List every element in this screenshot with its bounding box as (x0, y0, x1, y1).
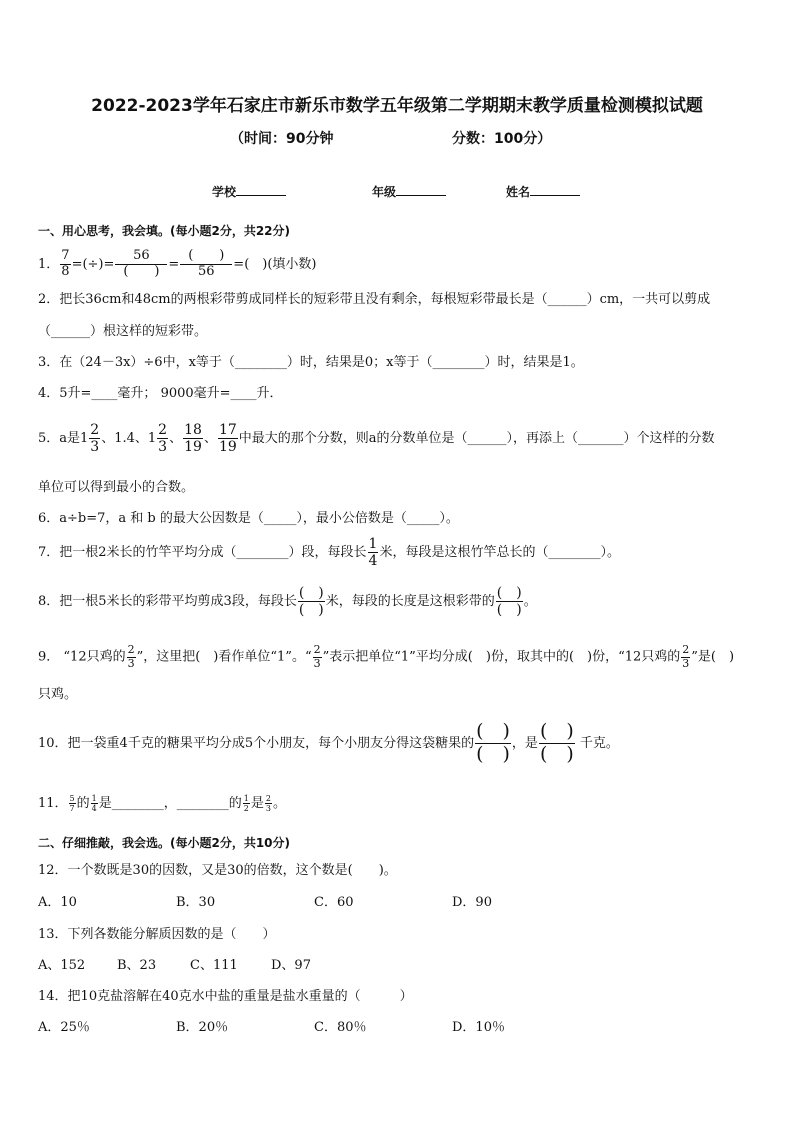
fraction: $\frac{1}{4}$ (91, 794, 97, 814)
school-label: 学校 (212, 185, 237, 199)
grade-field[interactable] (372, 183, 446, 198)
option-c[interactable]: C、111 (190, 958, 238, 973)
fraction: $\frac{2}{3}$ (682, 643, 690, 670)
fraction: $\frac{1}{2}$ (243, 794, 249, 814)
option-b[interactable]: B、23 (117, 958, 157, 973)
fraction: $\frac{2}{3}$ (90, 422, 100, 456)
question-8: 8．把一根5米长的彩带平均剪成3段，每段长 $\frac{( )}{( )}$ 米，每段的长度是这根彩带的 $\frac{( )}{( )}$ 。 (38, 585, 537, 619)
question-5-line1: 5．a是1 $\frac{2}{3}$ 、1.4、1 $\frac{2}{3}$ 、 $\frac{18}{19}$ 、 $\frac{17}{19}$ 中最大的那个分数，则a的分数单位是（______），再添上（_______）个这样的分数 (38, 422, 715, 456)
fraction: $\frac{1}{4}$ (368, 536, 378, 570)
fraction: $\frac{7}{8}$ (61, 248, 70, 279)
question-9-line1: 9． “12只鸡的 $\frac{2}{3}$ ”，这里把( )看作单位“1”。“ $\frac{2}{3}$ ”表示把单位“1”平均分成( )份，取其中的( )份，“12只鸡的 $\frac{2}{3}$ ”是( ) (38, 643, 735, 670)
option-a[interactable]: A．10 (38, 895, 77, 910)
question-13: 13．下列各数能分解质因数的是（ ） (38, 927, 276, 942)
school-blank[interactable] (236, 183, 286, 196)
option-d[interactable]: D．90 (452, 895, 492, 910)
name-blank[interactable] (530, 183, 580, 196)
fraction-blank[interactable]: $\frac{( )}{( )}$ (496, 585, 522, 619)
option-c[interactable]: C．80％ (314, 1020, 367, 1035)
option-a[interactable]: A．25％ (38, 1020, 90, 1035)
section2-heading: 二、仔细推敲，我会选。(每小题2分，共10分) (38, 836, 291, 850)
fraction: $\frac{2}{3}$ (127, 643, 135, 670)
option-c[interactable]: C．60 (314, 895, 354, 910)
question-7: 7．把一根2米长的竹竿平均分成（________）段，每段长 $\frac{1}{4}$ 米，每段是这根竹竿总长的（________）。 (38, 536, 620, 570)
question-3: 3．在（24－3x）÷6中，x等于（________）时，结果是0；x等于（________）时，结果是1。 (38, 355, 584, 370)
fraction: $\frac{18}{19}$ (184, 422, 202, 456)
name-label: 姓名 (506, 185, 531, 199)
fraction-blank[interactable]: $\frac{( )}{( )}$ (476, 720, 510, 765)
fraction[interactable]: $\frac{56}{( )}$ (115, 249, 167, 280)
exam-time: （时间：90分钟 (230, 131, 334, 147)
school-field[interactable] (212, 183, 286, 198)
fraction: $\frac{17}{19}$ (218, 422, 237, 456)
fraction-blank[interactable]: $\frac{( )}{( )}$ (539, 720, 574, 765)
fraction: $\frac{5}{7}$ (69, 794, 75, 814)
question-4: 4．5升=____毫升； 9000毫升=____升． (38, 386, 283, 401)
question-9-line2: 只鸡。 (38, 687, 78, 702)
question-12: 12．一个数既是30的因数，又是30的倍数，这个数是( )。 (38, 863, 397, 878)
question-2-line1: 2．把长36cm和48cm的两根彩带剪成同样长的短彩带且没有剩余，每根短彩带最长是（______）cm，一共可以剪成 (38, 292, 711, 307)
question-14: 14．把10克盐溶解在40克水中盐的重量是盐水重量的（ ） (38, 989, 413, 1004)
option-a[interactable]: A、152 (38, 958, 86, 973)
question-1: 1． $\frac{7}{8}$ =(÷)= $\frac{56}{( )}$ = $\frac{( )}{56}$ =( )(填小数) (38, 248, 317, 279)
page-title: 2022-2023学年石家庄市新乐市数学五年级第二学期期末教学质量检测模拟试题 (91, 96, 703, 116)
question-2-line2: （______）根这样的短彩带。 (38, 324, 208, 339)
option-b[interactable]: B．30 (176, 895, 216, 910)
section1-heading: 一、用心思考，我会填。(每小题2分，共22分) (38, 224, 291, 238)
option-d[interactable]: D、97 (271, 958, 311, 973)
question-11: 11． $\frac{5}{7}$ 的 $\frac{1}{4}$ 是________，________的 $\frac{1}{2}$ 是 $\frac{2}{3}$ 。 (38, 794, 286, 814)
option-b[interactable]: B．20％ (176, 1020, 229, 1035)
fraction-blank[interactable]: $\frac{( )}{( )}$ (298, 585, 324, 619)
grade-blank[interactable] (396, 183, 446, 196)
fraction: $\frac{2}{3}$ (313, 643, 321, 670)
fraction: $\frac{2}{3}$ (158, 422, 168, 456)
name-field[interactable] (506, 183, 580, 198)
fraction: $\frac{2}{3}$ (265, 794, 271, 814)
question-10: 10．把一袋重4千克的糖果平均分成5个小朋友，每个小朋友分得这袋糖果的 $\frac{( )}{( )}$ ，是 $\frac{( )}{( )}$ 千克。 (38, 720, 619, 765)
exam-score: 分数：100分） (452, 131, 552, 147)
option-d[interactable]: D．10％ (452, 1020, 505, 1035)
question-6: 6．a÷b=7，a 和 b 的最大公因数是（_____），最小公倍数是（_____）。 (38, 511, 459, 526)
grade-label: 年级 (372, 185, 397, 199)
question-5-line2: 单位可以得到最小的合数。 (38, 480, 195, 495)
fraction[interactable]: $\frac{( )}{56}$ (180, 249, 232, 280)
